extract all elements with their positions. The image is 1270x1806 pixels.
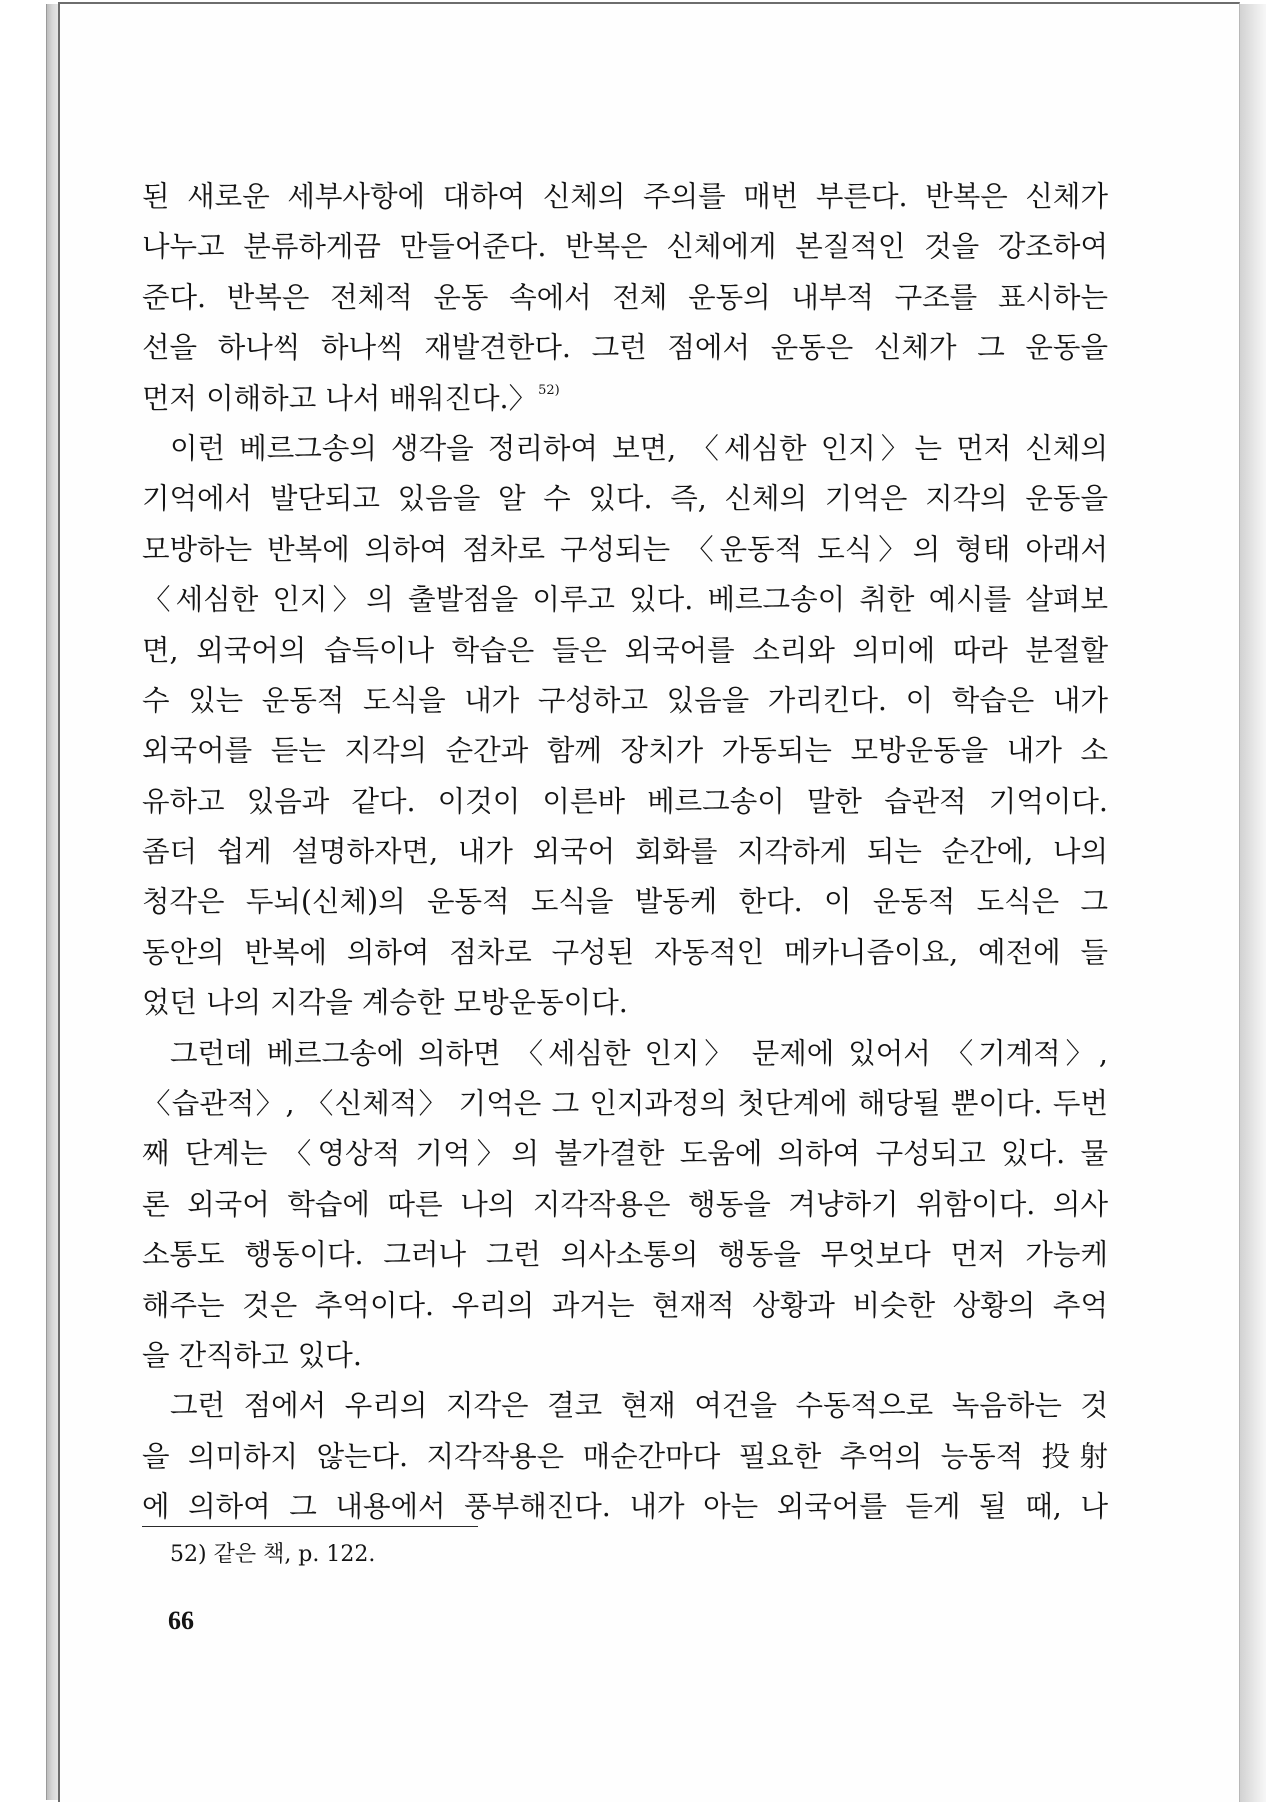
text-line: 외국어를 듣는 지각의 순간과 함께 장치가 가동되는 모방운동을 내가 소 bbox=[142, 734, 1108, 768]
footnote-reference[interactable]: 52) bbox=[538, 382, 560, 398]
text-line bbox=[142, 374, 1108, 424]
quote-end-text: 먼저 이해하고 나서 배워진다.〉 bbox=[142, 381, 538, 415]
text-line: 수 있는 운동적 도식을 내가 구성하고 있음을 가리킨다. 이 학습은 내가 bbox=[142, 683, 1108, 717]
text-line: 청각은 두뇌(신체)의 운동적 도식을 발동케 한다. 이 운동적 도식은 그 bbox=[142, 885, 1108, 919]
body-text bbox=[142, 172, 1108, 1533]
text-line: 그런데 베르그송에 의하면 〈세심한 인지〉 문제에 있어서 〈기계적〉, bbox=[170, 1036, 1108, 1070]
text-line: 에 의하여 그 내용에서 풍부해진다. 내가 아는 외국어를 듣게 될 때, 나 bbox=[142, 1490, 1108, 1524]
text-line: 〈습관적〉, 〈신체적〉 기억은 그 인지과정의 첫단계에 해당될 뿐이다. 두번 bbox=[142, 1087, 1108, 1121]
text-line: 선을 하나씩 하나씩 재발견한다. 그런 점에서 운동은 신체가 그 운동을 bbox=[142, 331, 1108, 365]
text-line: 을 간직하고 있다. bbox=[142, 1338, 362, 1372]
page-shadow bbox=[1238, 4, 1266, 1802]
text-line: 었던 나의 지각을 계승한 모방운동이다. bbox=[142, 986, 628, 1020]
text-line: 론 외국어 학습에 따른 나의 지각작용은 행동을 겨냥하기 위함이다. 의사 bbox=[142, 1187, 1108, 1221]
text-line: 준다. 반복은 전체적 운동 속에서 전체 운동의 내부적 구조를 표시하는 bbox=[142, 280, 1108, 314]
footnote-divider bbox=[142, 1526, 478, 1527]
text-line: 나누고 분류하게끔 만들어준다. 반복은 신체에게 본질적인 것을 강조하여 bbox=[142, 230, 1108, 264]
text-line: 모방하는 반복에 의하여 점차로 구성되는 〈운동적 도식〉의 형태 아래서 bbox=[142, 532, 1108, 566]
text-line: 된 새로운 세부사항에 대하여 신체의 주의를 매번 부른다. 반복은 신체가 bbox=[142, 180, 1108, 213]
text-line: 소통도 행동이다. 그러나 그런 의사소통의 행동을 무엇보다 먼저 가능케 bbox=[142, 1238, 1108, 1272]
text-line: 해주는 것은 추억이다. 우리의 과거는 현재적 상황과 비슷한 상황의 추억 bbox=[142, 1288, 1108, 1322]
page-number: 66 bbox=[168, 1606, 194, 1635]
text-line: 면, 외국어의 습득이나 학습은 들은 외국어를 소리와 의미에 따라 분절할 bbox=[142, 633, 1108, 667]
text-line: 〈세심한 인지〉의 출발점을 이루고 있다. 베르그송이 취한 예시를 살펴보 bbox=[142, 583, 1108, 617]
text-line: 이런 베르그송의 생각을 정리하여 보면, 〈세심한 인지〉는 먼저 신체의 bbox=[170, 431, 1108, 465]
text-line: 을 의미하지 않는다. 지각작용은 매순간마다 필요한 추억의 능동적 投射 bbox=[142, 1439, 1108, 1473]
text-line: 그런 점에서 우리의 지각은 결코 현재 여건을 수동적으로 녹음하는 것 bbox=[170, 1389, 1108, 1423]
text-line: 기억에서 발단되고 있음을 알 수 있다. 즉, 신체의 기억은 지각의 운동을 bbox=[142, 482, 1108, 516]
footnote: 52) 같은 책, p. 122. bbox=[170, 1542, 376, 1567]
text-line: 동안의 반복에 의하여 점차로 구성된 자동적인 메카니즘이요, 예전에 들 bbox=[142, 935, 1108, 969]
text-line: 좀더 쉽게 설명하자면, 내가 외국어 회화를 지각하게 되는 순간에, 나의 bbox=[142, 835, 1108, 869]
text-line: 유하고 있음과 같다. 이것이 이른바 베르그송이 말한 습관적 기억이다. bbox=[142, 784, 1108, 818]
text-line: 째 단계는 〈영상적 기억〉의 불가결한 도움에 의하여 구성되고 있다. 물 bbox=[142, 1137, 1108, 1171]
